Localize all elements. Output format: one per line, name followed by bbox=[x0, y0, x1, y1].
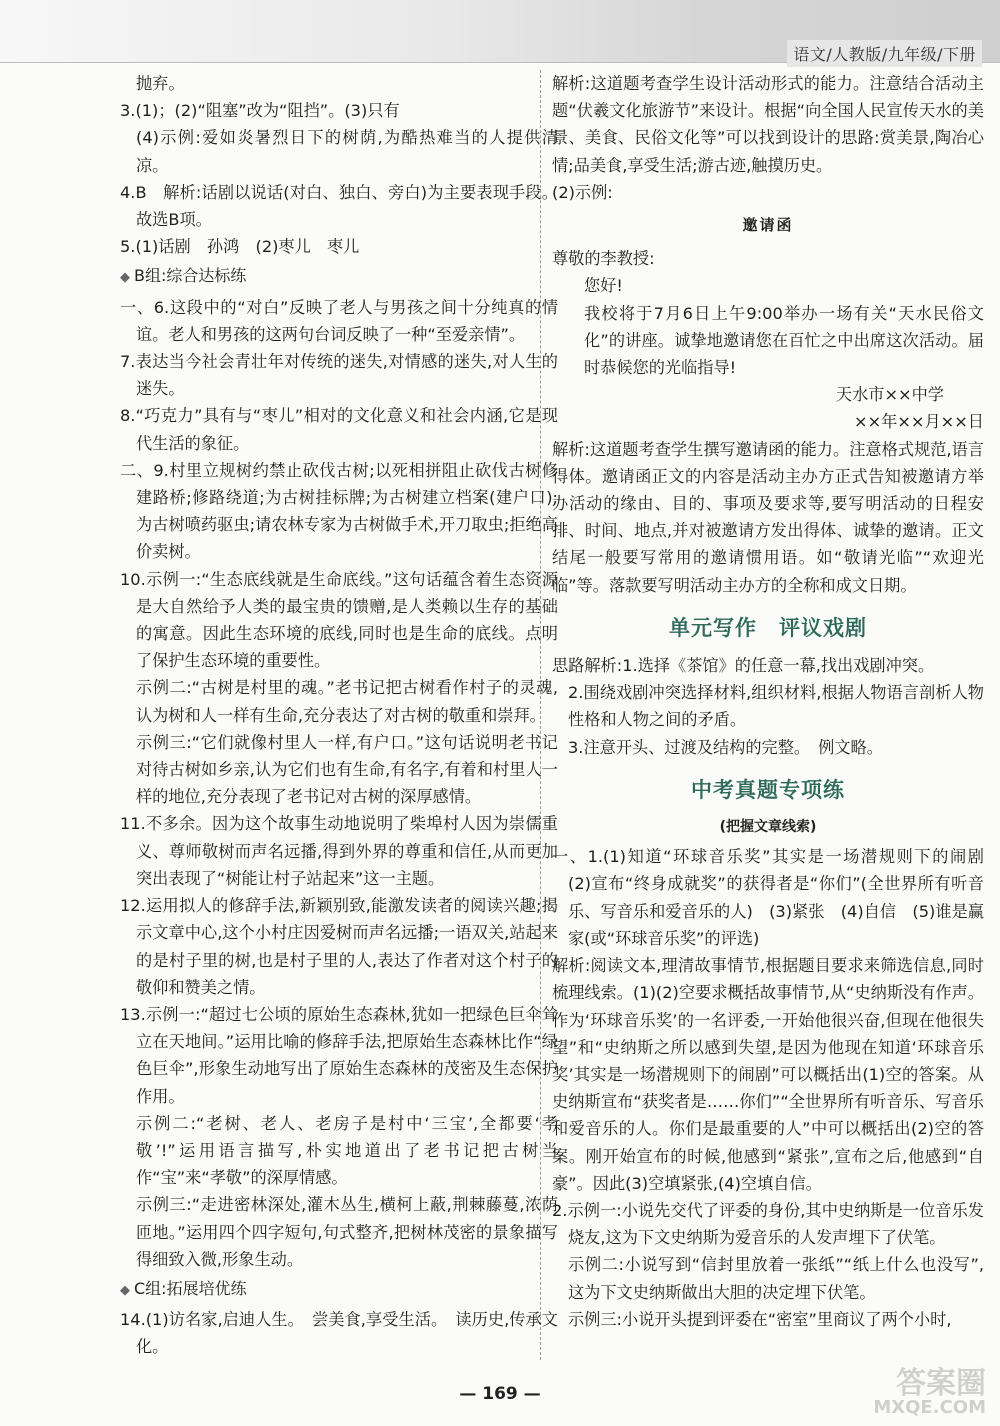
answer-q10-example3: 示例三:“它们就像村里人一样,有户口。”这句话说明老书记对待古树如乡亲,认为它们也有生命,有名字,有着和村里人一样的地位,充分表现了老书记对古树的深厚感情。 bbox=[136, 732, 558, 807]
group-c-heading bbox=[120, 1275, 558, 1304]
left-column bbox=[120, 70, 558, 1361]
answer-q14: 14.(1)访名家,启迪人生。 尝美食,享受生活。 读历史,传承文化。 bbox=[120, 1310, 558, 1357]
letter-body: 我校将于7月6日上午9:00举办一场有关“天水民俗文化”的讲座。诚挚地邀请您在百忙之中出席这次活动。届时恭候您的光临指导! bbox=[584, 303, 984, 378]
answer-q8: 8.“巧克力”具有与“枣儿”相对的文化意义和社会内涵,它是现代生活的象征。 bbox=[120, 406, 558, 453]
diamond-icon: ◆ bbox=[120, 270, 130, 286]
answer-q6: 一、6.这段中的“对白”反映了老人与男孩之间十分纯真的情谊。老人和男孩的这两句台词反映了一种“至爱亲情”。 bbox=[120, 297, 558, 344]
exam-answer-2-example2: 示例二:小说写到“信封里放着一张纸”“纸上什么也没写”,这为下文史纳斯做出大胆的决定埋下伏笔。 bbox=[568, 1255, 984, 1302]
answer-q11: 11.不多余。因为这个故事生动地说明了柴埠村人因为崇儒重义、尊师敬树而声名远播,得到外界的尊重和信任,从而更加突出表现了“树能让村子站起来”这一主题。 bbox=[120, 814, 558, 888]
section-subtitle: (把握文章线索) bbox=[719, 819, 817, 836]
answer-q13-example2: 示例二:“老树、老人、老房子是村中‘三宝’,全都要‘孝敬’!”运用语言描写,朴实地道出了老书记把古树当作“宝”来“孝敬”的深厚情感。 bbox=[136, 1113, 558, 1188]
watermark-logo bbox=[756, 1366, 986, 1424]
exam-answer-2-example1: 2.示例一:小说先交代了评委的身份,其中史纳斯是一位音乐发烧友,这为下文史纳斯为爱音乐的人发声埋下了伏笔。 bbox=[552, 1200, 984, 1248]
group-c-label: C组:拓展培优练 bbox=[134, 1278, 247, 1298]
answer-q13-example1: 13.示例一:“超过七公顷的原始生态森林,犹如一把绿色巨伞耸立在天地间。”运用比喻的修辞手法,把原始生态森林比作“绿色巨伞”,形象生动地写出了原始生态森林的茂密及生态保护作用。 bbox=[120, 1004, 558, 1106]
answer-q3-4: (4)示例:爱如炎暑烈日下的树荫,为酷热难当的人提供清凉。 bbox=[136, 128, 558, 175]
answer-q13-example3: 示例三:“走进密林深处,灌木丛生,横柯上蔽,荆棘藤蔓,浓荫匝地。”运用四个四字短句,句式整齐,把树林茂密的景象描写得细致入微,形象生动。 bbox=[136, 1195, 558, 1269]
section-unit-writing: 单元写作 评议戏剧 bbox=[669, 615, 867, 640]
exam-answer-2-example3: 示例三:小说开头提到评委在“密室”里商议了两个小时, bbox=[568, 1309, 952, 1329]
section-exam-practice: 中考真题专项练 bbox=[691, 777, 845, 802]
page-number: — 169 — bbox=[459, 1384, 541, 1404]
answer-q10-example1: 10.示例一:“生态底线就是生命底线。”这句话蕴含着生态资源是大自然给予人类的最宝贵的馈赠,是人类赖以生存的基础的寓意。因此生态环境的底线,同时也是生命的底线。点明了保护生态环境的重要性。 bbox=[120, 569, 558, 671]
answer-q9: 二、9.村里立规树约禁止砍伐古树;以死相拼阻止砍伐古树修建路桥;修路绕道;为古树挂标牌;为古树建立档案(建户口);为古树喷药驱虫;请农林专家为古树做手术,开刀取虫;拒绝高价卖树。 bbox=[120, 460, 558, 562]
answer-text: 抛弃。 bbox=[136, 74, 185, 93]
header-subject-tag: 语文/人教版/九年级/下册 bbox=[787, 40, 982, 67]
answer-q3: 3.(1)；(2)“阻塞”改为“阻挡”。(3)只有 bbox=[120, 101, 400, 121]
watermark-url: MXQE.COM bbox=[873, 1397, 986, 1418]
letter-signature: 天水市××中学 bbox=[835, 385, 944, 405]
answer-q10-example2: 示例二:“古树是村里的魂。”老书记把古树看作村子的灵魂,认为树和人一样有生命,充分表达了对古树的敬重和崇拜。 bbox=[136, 678, 558, 725]
answer-q5: 5.(1)话剧 孙鸿 (2)枣儿 枣儿 bbox=[120, 237, 360, 257]
analysis-invitation: 解析:这道题考查学生撰写邀请函的能力。注意格式规范,语言得体。邀请函正文的内容是活动主办方正式告知被邀请方举办活动的缘由、目的、事项及要求等,要写明活动的日程安排、时间、地点,并对被邀请方发出得体、诚挚的邀请。正文结尾一般要写常用的邀请惯用语。如“敬请光临”“欢迎光临”等。落款要写明活动主办方的全称和成文日期。 bbox=[552, 439, 984, 595]
group-b-label: B组:综合达标练 bbox=[134, 266, 247, 286]
writing-point-1: 思路解析:1.选择《茶馆》的任意一幕,找出戏剧冲突。 bbox=[552, 656, 935, 676]
writing-point-3: 3.注意开头、过渡及结构的完整。 例文略。 bbox=[568, 737, 883, 757]
letter-hello: 您好! bbox=[584, 276, 623, 296]
diamond-icon: ◆ bbox=[120, 1282, 130, 1298]
right-column bbox=[552, 70, 1000, 1333]
answer-q7: 7.表达当今社会青壮年对传统的迷失,对情感的迷失,对人生的迷失。 bbox=[120, 352, 558, 399]
letter-title: 邀请函 bbox=[742, 216, 794, 235]
answer-q4: 4.B 解析:话剧以说话(对白、独白、旁白)为主要表现手段。故选B项。 bbox=[120, 182, 558, 230]
answer-q12: 12.运用拟人的修辞手法,新颖别致,能激发读者的阅读兴趣;揭示文章中心,这个小村庄因爱树而声名远播;一语双关,站起来的是村子里的树,也是村子里的人,表达了作者对这个村子的敬仰和赞美之情。 bbox=[120, 896, 558, 997]
group-b-heading bbox=[120, 262, 558, 291]
letter-greeting: 尊敬的李教授: bbox=[552, 249, 655, 269]
answer-example-label: (2)示例: bbox=[552, 182, 613, 202]
watermark-text: 答案圈 bbox=[896, 1366, 986, 1401]
exam-analysis-1: 解析:阅读文本,理清故事情节,根据题目要求来筛选信息,同时梳理线索。(1)(2)空要求概括故事情节,从“史纳斯没有作声。作为‘环球音乐奖’的一名评委,一开始他很兴奋,但现在他很失望”和“史纳斯之所以感到失望,是因为他现在知道‘环球音乐奖’其实是一场潜规则下的闹剧”可以概括出(1)空的答案。从史纳斯宣布“获奖者是……你们”“全世界所有听音乐、写音乐和爱音乐的人。你们是最重要的人”中可以概括出(2)空的答案。刚开始宣布的时候,他感到“紧张”,宣布之后,他感到“自豪”。因此(3)空填紧张,(4)空填自信。 bbox=[552, 956, 984, 1193]
exam-answer-1: 一、1.(1)知道“环球音乐奖”其实是一场潜规则下的闹剧 (2)宣布“终身成就奖”的获得者是“你们”(全世界所有听音乐、写音乐和爱音乐的人) (3)紧张 (4)自信 (5)谁是赢家(或“环球音乐奖”的评选) bbox=[552, 847, 1000, 948]
letter-date: ××年××月××日 bbox=[854, 412, 984, 432]
analysis-activity: 解析:这道题考查学生设计活动形式的能力。注意结合活动主题“伏羲文化旅游节”来设计。根据“向全国人民宣传天水的美景、美食、民俗文化等”可以找到设计的思路:赏美景,陶冶心情;品美食,享受生活;游古迹,触摸历史。 bbox=[552, 74, 984, 175]
writing-point-2: 2.围绕戏剧冲突选择材料,组织材料,根据人物语言剖析人物性格和人物之间的矛盾。 bbox=[568, 683, 984, 730]
